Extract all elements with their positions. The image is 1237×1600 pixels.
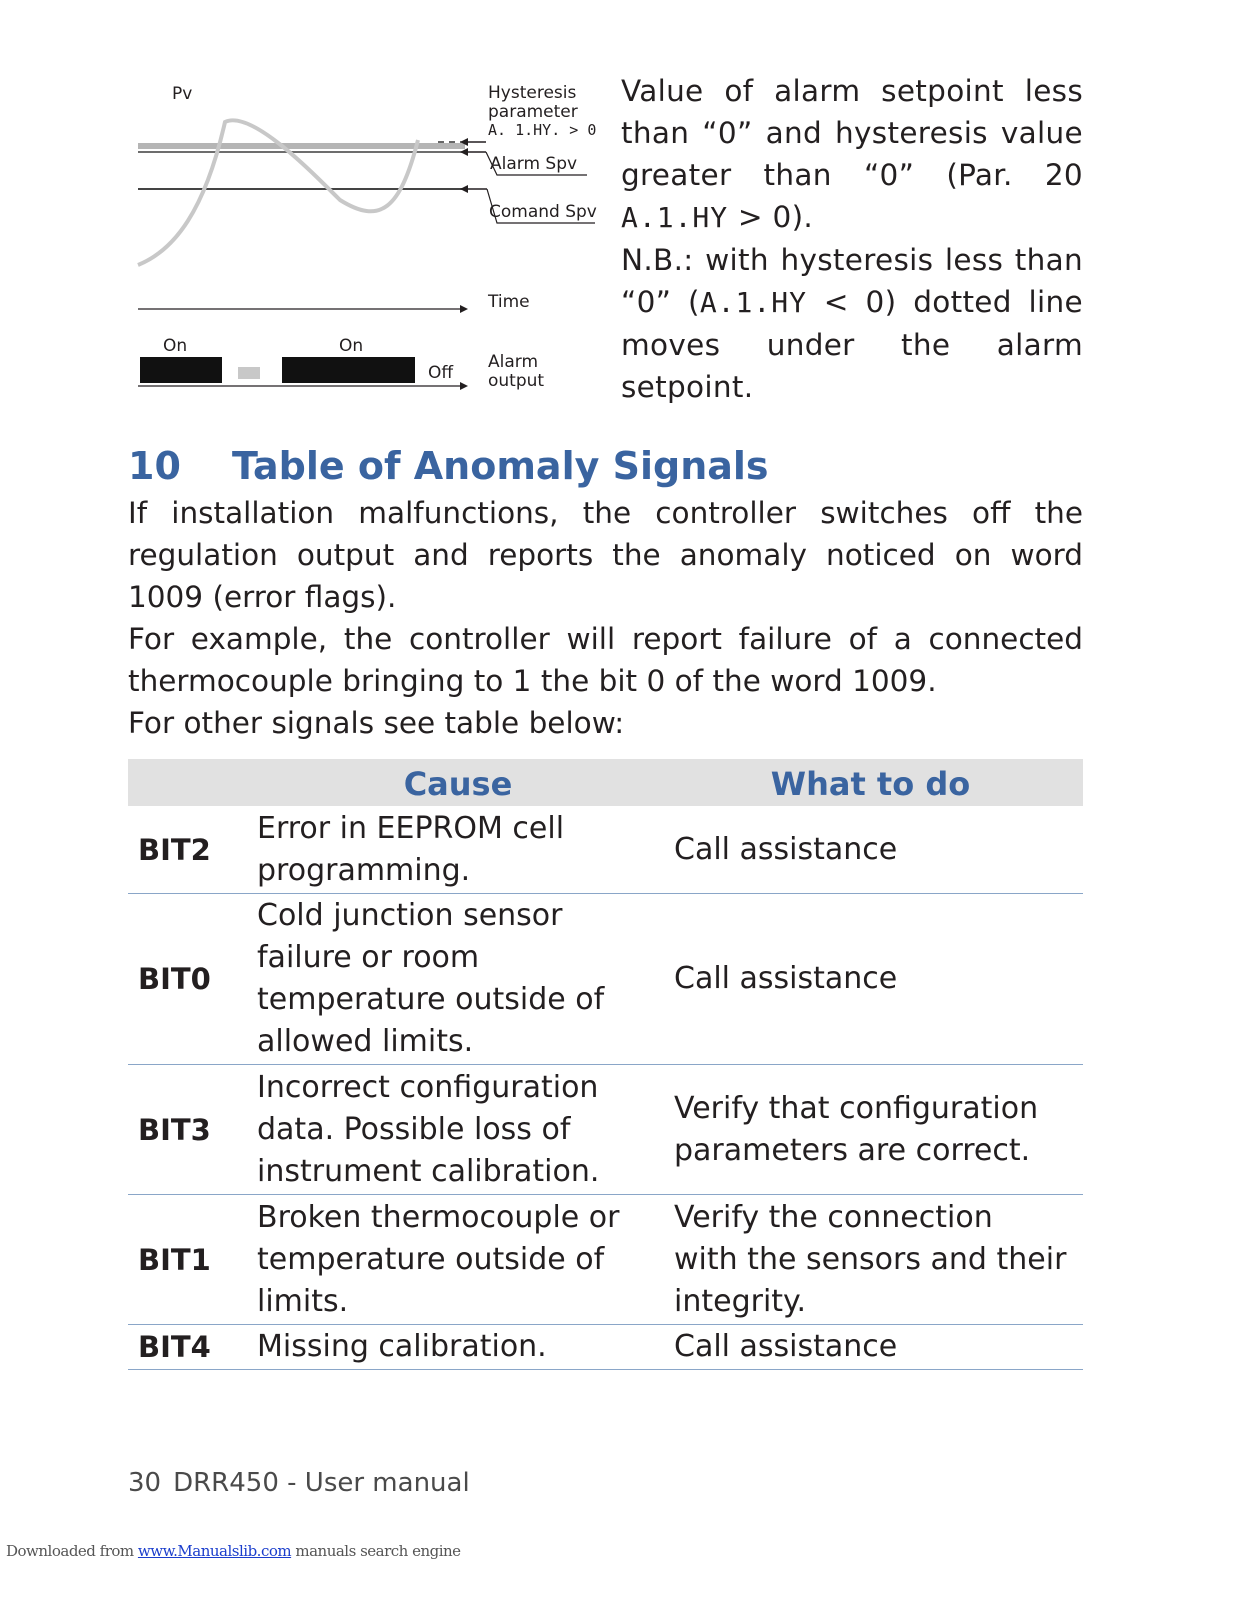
hysteresis-label: Hysteresis xyxy=(488,83,577,103)
hysteresis-diagram xyxy=(130,70,610,410)
note-text-2b: < 0) dotted line moves under the alarm setpoint. xyxy=(621,285,1083,404)
alarm-spv-arrowhead xyxy=(460,148,468,156)
note-text-1a: Value of alarm setpoint less than “0” and hysteresis value greater than “0” (Par. 20 xyxy=(621,74,1083,192)
section-number: 10 xyxy=(128,444,181,488)
bit-cell: BIT1 xyxy=(138,1242,211,1277)
alarm-spv-label: Alarm Spv xyxy=(490,154,578,174)
pv-label: Pv xyxy=(172,84,193,104)
off-label: Off xyxy=(428,363,454,383)
alarm-on-block-1 xyxy=(140,357,222,383)
intro-paragraph-2: For example, the controller will report failure of a connected thermocouple bringing to 1 the bit 0 of the word 1009. xyxy=(128,622,1083,698)
time-label: Time xyxy=(488,292,530,312)
action-cell: Call assistance xyxy=(674,831,898,867)
pv-curve xyxy=(138,120,418,265)
alarm-output-arrowhead xyxy=(460,382,468,390)
cause-cell: Incorrect configuration data. Possible loss of instrument calibration. xyxy=(257,1069,600,1189)
action-cell: Verify the connection with the sensors and their integrity. xyxy=(674,1199,1067,1319)
table-row xyxy=(128,1065,1083,1195)
anomaly-table xyxy=(128,759,1083,1370)
cause-cell: Missing calibration. xyxy=(257,1329,547,1364)
page-footer xyxy=(128,1466,470,1500)
on-label-1: On xyxy=(163,336,188,356)
bit-cell: BIT0 xyxy=(138,962,211,996)
note-text-2a: N.B.: with hysteresis less than “0” ( xyxy=(621,243,1083,319)
intro-paragraph-1: If installation malfunctions, the controller switches off the regulation output and reports the anomaly noticed on word 1009 (error flags). xyxy=(128,496,1083,614)
action-cell: Call assistance xyxy=(674,961,898,996)
section-title: Table of Anomaly Signals xyxy=(232,444,769,488)
action-cell: Verify that configuration parameters are correct. xyxy=(674,1090,1039,1168)
table-row xyxy=(128,1325,1083,1370)
parameter-label: parameter xyxy=(488,102,578,122)
bit-cell: BIT3 xyxy=(138,1112,211,1147)
intro-paragraph-3: For other signals see table below: xyxy=(128,706,625,740)
source-suffix: manuals search engine xyxy=(291,1542,461,1560)
note-text-1b: > 0). xyxy=(728,200,814,234)
manualslib-link[interactable]: www.Manualslib.com xyxy=(137,1542,292,1560)
note-paragraph-1 xyxy=(621,70,1083,239)
alarm-on-block-2 xyxy=(282,357,415,383)
bit-cell: BIT2 xyxy=(138,832,211,867)
time-axis-arrowhead xyxy=(460,305,468,313)
header-what-to-do: What to do xyxy=(770,765,971,803)
cause-cell: Error in EEPROM cell programming. xyxy=(257,810,565,888)
diagram-note xyxy=(621,70,1083,408)
output-label: output xyxy=(488,371,545,391)
hysteresis-param-code: A. 1.HY. > 0 xyxy=(488,121,597,139)
on-label-2: On xyxy=(339,336,364,356)
source-prefix: Downloaded from xyxy=(6,1542,138,1560)
table-row xyxy=(128,1195,1083,1325)
table-row xyxy=(128,894,1083,1065)
comand-spv-label: Comand Spv xyxy=(489,202,597,222)
section-intro xyxy=(128,492,1083,744)
section-heading xyxy=(128,442,1088,490)
table-row xyxy=(128,806,1083,894)
note-paragraph-2 xyxy=(621,239,1083,408)
manual-title: DRR450 - User manual xyxy=(173,1468,470,1498)
header-cause: Cause xyxy=(403,765,513,803)
alarm-off-marker xyxy=(238,367,260,379)
comand-spv-arrowhead xyxy=(460,185,468,193)
page-number: 30 xyxy=(128,1468,162,1498)
param-code-2: A.1.HY xyxy=(699,286,807,319)
bit-cell: BIT4 xyxy=(138,1330,211,1364)
download-source-line xyxy=(6,1542,461,1560)
param-code-1: A.1.HY xyxy=(621,201,729,234)
cause-cell: Broken thermocouple or temperature outside of limits. xyxy=(257,1199,620,1319)
alarm-label: Alarm xyxy=(488,352,539,372)
action-cell: Call assistance xyxy=(674,1329,898,1364)
table-header xyxy=(128,759,1083,806)
cause-cell: Cold junction sensor failure or room temperature outside of allowed limits. xyxy=(257,898,605,1059)
